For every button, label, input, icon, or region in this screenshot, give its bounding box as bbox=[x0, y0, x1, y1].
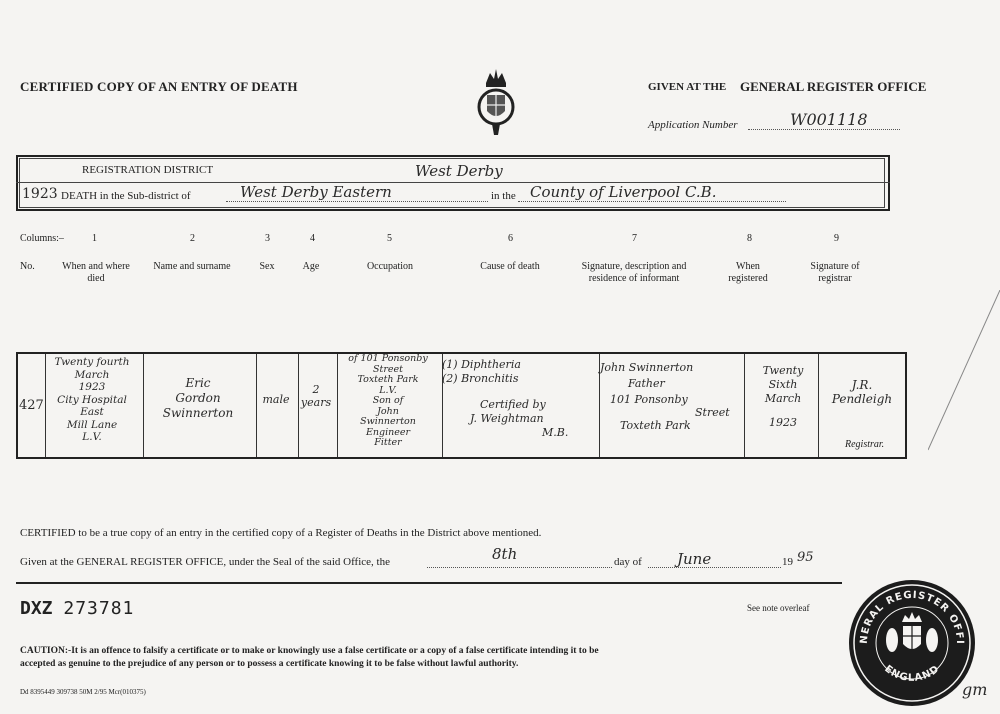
sex-header: Sex bbox=[259, 261, 275, 272]
informant-cell: John Swinnerton Father 101 Ponsonby Street Toxteth Park bbox=[600, 361, 730, 432]
no-column-header: No. bbox=[20, 261, 35, 272]
day-line bbox=[427, 567, 612, 568]
in-the-label: in the bbox=[491, 190, 516, 202]
when-registered-header: When registered bbox=[728, 261, 768, 284]
columns-label: Columns:– bbox=[20, 233, 64, 244]
cause-of-death-header: Cause of death bbox=[480, 261, 540, 272]
application-number-line bbox=[748, 129, 900, 130]
see-note-overleaf: See note overleaf bbox=[747, 603, 810, 613]
day-of-label: day of bbox=[614, 556, 642, 568]
when-registered-cell: Twenty Sixth March 1923 bbox=[762, 364, 804, 429]
given-at-label: GIVEN AT THE bbox=[648, 81, 727, 93]
sub-district-label: DEATH in the Sub-district of bbox=[61, 190, 191, 202]
registrar-signature-header: Signature of registrar bbox=[810, 261, 860, 284]
month-line bbox=[648, 567, 781, 568]
column-number-2: 2 bbox=[190, 233, 195, 244]
occupation-header: Occupation bbox=[366, 261, 414, 272]
initials: gm bbox=[962, 680, 988, 699]
when-where-died-cell: Twenty fourth March 1923 City Hospital East Mill Lane L.V. bbox=[54, 356, 130, 443]
general-register-office-seal bbox=[847, 578, 977, 708]
column-number-6: 6 bbox=[508, 233, 513, 244]
page-edge-line bbox=[928, 460, 929, 461]
column-number-7: 7 bbox=[632, 233, 637, 244]
name-surname-cell: Eric Gordon Swinnerton bbox=[162, 376, 234, 420]
year-suffix: 95 bbox=[797, 550, 814, 565]
age-cell: 2 years bbox=[300, 383, 332, 409]
sub-district-value: West Derby Eastern bbox=[240, 183, 392, 201]
registrar-signature-cell: J.R. Pendleigh bbox=[831, 378, 893, 406]
certification-statement: CERTIFIED to be a true copy of an entry in the certified copy of a Register of Deaths in the District above mentioned. bbox=[20, 527, 542, 539]
county-value: County of Liverpool C.B. bbox=[530, 183, 717, 201]
column-number-3: 3 bbox=[265, 233, 270, 244]
sub-district-line bbox=[226, 201, 488, 202]
month-value: June bbox=[677, 550, 712, 568]
column-number-8: 8 bbox=[747, 233, 752, 244]
royal-crest-icon bbox=[472, 63, 520, 143]
general-register-office-title: GENERAL REGISTER OFFICE bbox=[740, 79, 927, 94]
registrar-label: Registrar. bbox=[845, 439, 885, 450]
occupation-cell: of 101 Ponsonby Street Toxteth Park L.V. Son of John Swinnerton Engineer Fitter bbox=[348, 353, 428, 448]
registration-divider bbox=[16, 182, 890, 183]
serial-number: DXZ 273781 bbox=[20, 598, 135, 619]
registration-district-value: West Derby bbox=[415, 162, 503, 180]
seal-top-text: NERAL REGISTER OFFI bbox=[858, 589, 966, 645]
given-at-statement: Given at the GENERAL REGISTER OFFICE, under the Seal of the said Office, the bbox=[20, 556, 390, 568]
sex-cell: male bbox=[262, 393, 290, 406]
column-number-5: 5 bbox=[387, 233, 392, 244]
column-number-9: 9 bbox=[834, 233, 839, 244]
age-header: Age bbox=[302, 261, 320, 272]
certification-rule bbox=[16, 582, 842, 584]
county-line bbox=[518, 201, 786, 202]
application-number-label: Application Number bbox=[648, 119, 738, 131]
caution-text: CAUTION:-It is an offence to falsify a certificate or to make or knowingly use a false certificate or a copy of a false certificate intending it to be accepted as genuine to the prejudice of any person or to possess a certificate knowing it to be false without lawful authority. bbox=[20, 646, 599, 669]
registration-year: 1923 bbox=[22, 186, 58, 202]
informant-header: Signature, description and residence of informant bbox=[581, 261, 687, 284]
application-number-value: W001118 bbox=[790, 110, 868, 129]
certificate-title: CERTIFIED COPY OF AN ENTRY OF DEATH bbox=[20, 79, 298, 94]
registration-district-label: REGISTRATION DISTRICT bbox=[82, 164, 214, 176]
column-number-4: 4 bbox=[310, 233, 315, 244]
column-number-1: 1 bbox=[92, 233, 97, 244]
when-where-died-header: When and where died bbox=[62, 261, 130, 284]
entry-number: 427 bbox=[19, 398, 44, 413]
print-code: Dd 8395449 309738 50M 2/95 Mcr(010375) bbox=[20, 688, 146, 696]
name-surname-header: Name and surname bbox=[153, 261, 231, 272]
year-prefix: 19 bbox=[782, 556, 793, 568]
day-value: 8th bbox=[492, 545, 518, 563]
cause-of-death-cell: (1) Diphtheria (2) Bronchitis Certified by J. Weightman M.B. bbox=[442, 358, 569, 439]
seal-bottom-text: ENGLAND bbox=[882, 663, 942, 684]
